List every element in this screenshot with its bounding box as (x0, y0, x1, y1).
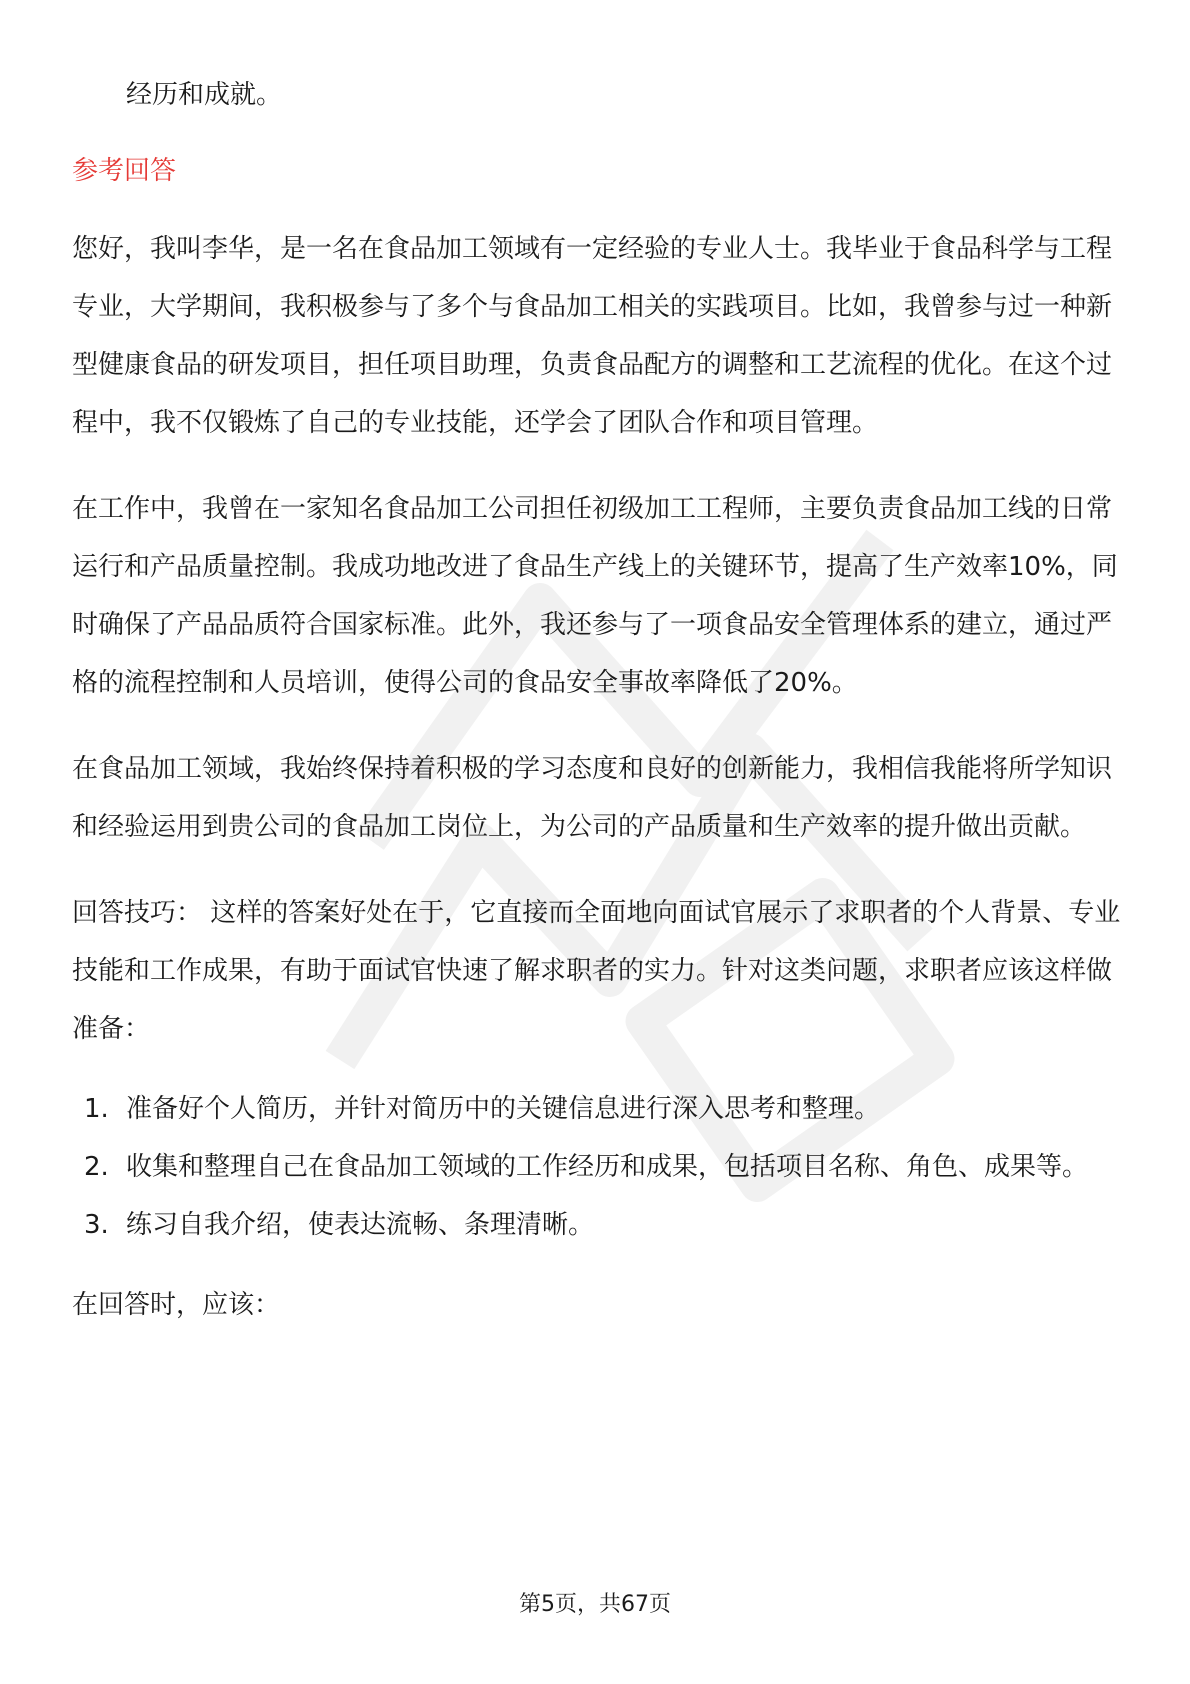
list-item-number: 2. (84, 1152, 109, 1182)
page-footer: 第5页，共67页 (519, 1592, 671, 1617)
list-item-number: 3. (84, 1210, 109, 1240)
closing-text: 在回答时，应该： (72, 1290, 281, 1320)
paragraph-summary: 在食品加工领域，我始终保持着积极的学习态度和良好的创新能力，我相信我能将所学知识和经验运用到贵公司的食品加工岗位上，为公司的产品质量和生产效率的提升做出贡献。 (72, 754, 1113, 842)
paragraph-work: 在工作中，我曾在一家知名食品加工公司担任初级加工工程师，主要负责食品加工线的日常运行和产品质量控制。我成功地改进了食品生产线上的关键环节，提高了生产效率10%，同时确保了产品品质符合国家标准。此外，我还参与了一项食品安全管理体系的建立，通过严格的流程控制和人员培训，使得公司的食品安全事故率降低了20%。 (72, 494, 1118, 698)
list-item (72, 1080, 1122, 1138)
section-title: 参考回答 (72, 156, 177, 186)
list-item-text: 收集和整理自己在食品加工领域的工作经历和成果，包括项目名称、角色、成果等。 (126, 1152, 1089, 1182)
list-item-text: 准备好个人简历，并针对简历中的关键信息进行深入思考和整理。 (126, 1094, 881, 1124)
continuation-text: 经历和成就。 (126, 80, 283, 110)
list-item-number: 1. (84, 1094, 109, 1124)
list-item (72, 1196, 1122, 1254)
list-item (72, 1138, 1122, 1196)
document-body (72, 66, 1122, 1362)
list-item-text: 练习自我介绍，使表达流畅、条理清晰。 (126, 1210, 595, 1240)
preparation-list (72, 1080, 1122, 1254)
paragraph-intro: 您好，我叫李华，是一名在食品加工领域有一定经验的专业人士。我毕业于食品科学与工程专业，大学期间，我积极参与了多个与食品加工相关的实践项目。比如，我曾参与过一种新型健康食品的研发项目，担任项目助理，负责食品配方的调整和工艺流程的优化。在这个过程中，我不仅锻炼了自己的专业技能，还学会了团队合作和项目管理。 (72, 234, 1113, 438)
paragraph-tips: 回答技巧： 这样的答案好处在于，它直接而全面地向面试官展示了求职者的个人背景、专业技能和工作成果，有助于面试官快速了解求职者的实力。针对这类问题，求职者应该这样做准备： (72, 898, 1121, 1044)
